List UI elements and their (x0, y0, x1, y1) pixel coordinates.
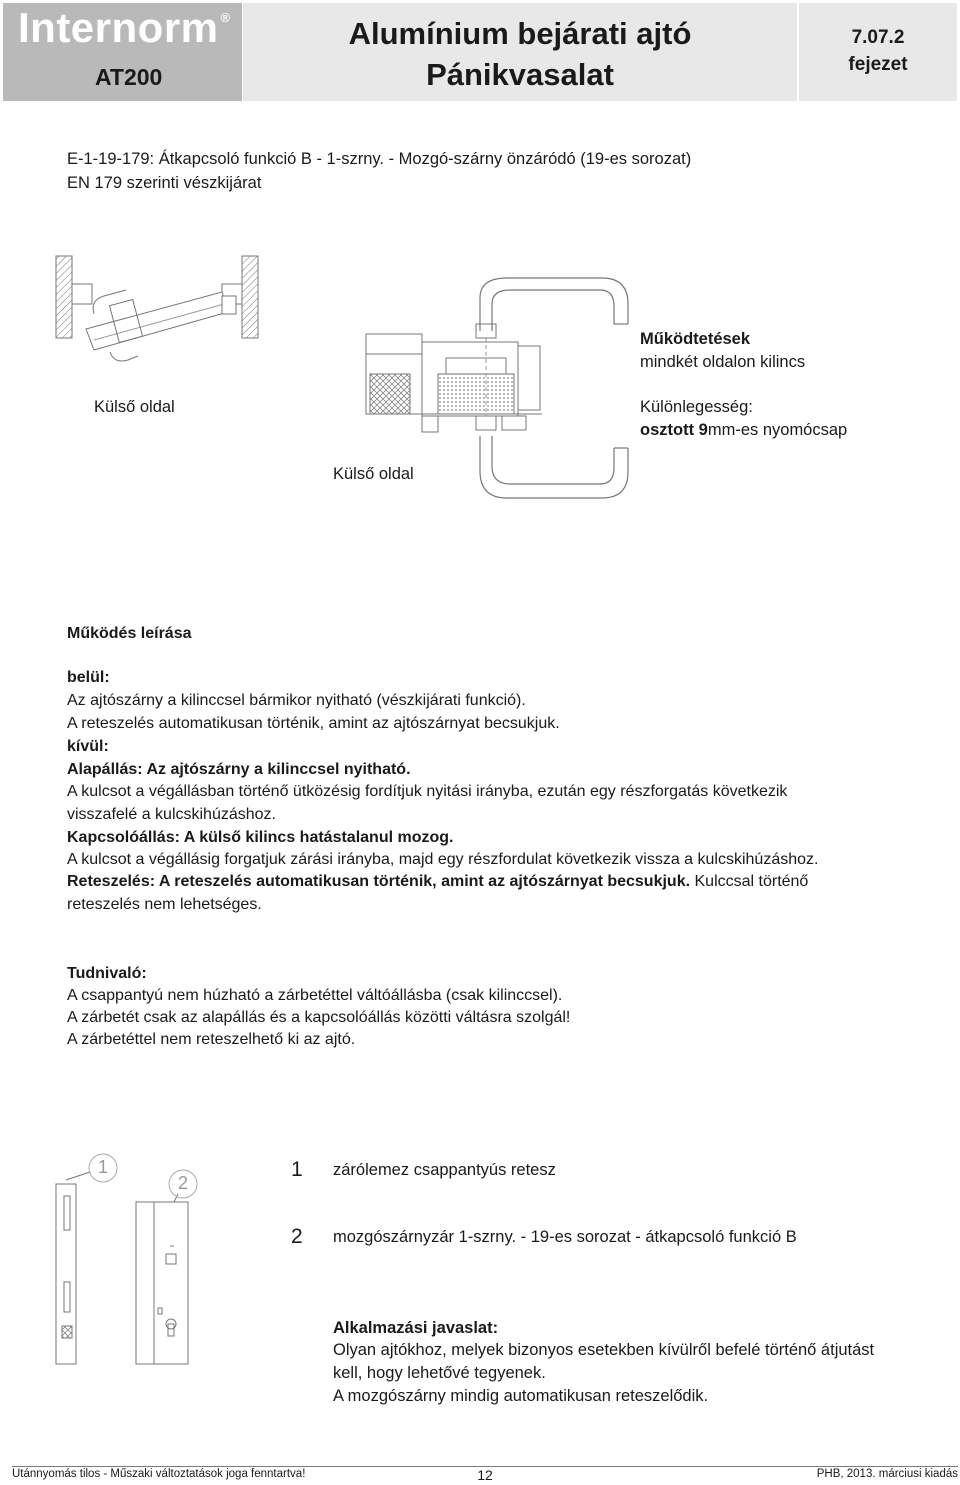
basic-line-2: visszafelé a kulcskihúzáshoz. (67, 806, 276, 823)
outside-side-label-left: Külső oldal (94, 398, 175, 416)
lock-strike-plate-drawing-icon (50, 1150, 240, 1370)
footer-edition: PHB, 2013. márciusi kiadás (816, 1468, 958, 1480)
footer-copyright: Utánnyomás tilos - Műszaki változtatások joga fenntartva! (12, 1468, 306, 1480)
brand-logo: Internorm ® (18, 4, 231, 51)
intro-line-2: EN 179 szerinti vészkijárat (67, 174, 262, 192)
locking-line-1: Reteszelés: A reteszelés automatikusan történik, amint az ajtószárnyat becsukjuk. Kulccsal történő (67, 873, 809, 890)
model-name: AT200 (95, 64, 163, 90)
note-line-3: A zárbetéttel nem reteszelhető ki az ajtó. (67, 1031, 356, 1048)
door-swing-plan-icon (54, 254, 260, 374)
outside-label: kívül: (67, 738, 109, 755)
note-line-2: A zárbetét csak az alapállás és a kapcsolóállás közötti váltásra szolgál! (67, 1009, 571, 1026)
application-line-3: A mozgószárny mindig automatikusan reteszelődik. (333, 1387, 709, 1405)
part-2-text: mozgószárnyzár 1-szrny. - 19-es sorozat - átkapcsoló funkció B (333, 1228, 797, 1246)
part-2-number: 2 (291, 1225, 303, 1248)
header-chapter-panel (799, 3, 957, 101)
page-subtitle: Pánikvasalat (426, 57, 614, 92)
application-line-1: Olyan ajtókhoz, melyek bizonyos esetekben kívülről befelé történő átjutást (333, 1341, 875, 1359)
application-heading: Alkalmazási javaslat: (333, 1319, 499, 1337)
operation-text: mindkét oldalon kilincs (640, 353, 806, 371)
basic-position-heading: Alapállás: Az ajtószárny a kilinccsel nyitható. (67, 761, 411, 778)
locking-line-2: reteszelés nem lehetséges. (67, 896, 262, 913)
switch-position-heading: Kapcsolóállás: A külső kilincs hatástalanul mozog. (67, 829, 454, 846)
page-number: 12 (477, 1467, 493, 1483)
application-line-2: kell, hogy lehetővé tegyenek. (333, 1364, 546, 1382)
special-label: Különlegesség: (640, 398, 753, 416)
intro-line-1: E-1-19-179: Átkapcsoló funkció B - 1-szrny. - Mozgó-szárny önzáródó (19-es sorozat) (67, 150, 692, 168)
inside-label: belül: (67, 669, 110, 686)
description-heading: Működés leírása (67, 625, 192, 642)
note-line-1: A csappantyú nem húzható a zárbetéttel váltóállásba (csak kilinccsel). (67, 987, 563, 1004)
callout-1: 1 (97, 1157, 108, 1177)
outside-side-label-bottom: Külső oldal (333, 465, 414, 483)
operation-title: Működtetések (640, 330, 751, 348)
basic-line-1: A kulcsot a végállásban történő ütközésig fordítjuk nyitási irányba, ezután egy részforgatás következik (67, 783, 788, 800)
chapter-label: fejezet (848, 54, 908, 75)
inside-line-1: Az ajtószárny a kilinccsel bármikor nyitható (vészkijárati funkció). (67, 692, 526, 709)
inside-line-2: A reteszelés automatikusan történik, amint az ajtószárnyat becsukjuk. (67, 715, 560, 732)
callout-2: 2 (177, 1173, 188, 1193)
special-value: osztott 9mm-es nyomócsap (640, 421, 848, 439)
chapter-number: 7.07.2 (851, 27, 905, 48)
note-heading: Tudnivaló: (67, 965, 147, 982)
switch-line: A kulcsot a végállásig forgatjuk zárási irányba, majd egy részfordulat következik vissza a kulcskihúzáshoz. (67, 851, 819, 868)
part-1-text: zárólemez csappantyús retesz (333, 1161, 556, 1179)
part-1-number: 1 (291, 1158, 303, 1181)
page-title: Alumínium bejárati ajtó (348, 16, 692, 51)
registered-mark: ® (220, 10, 231, 25)
